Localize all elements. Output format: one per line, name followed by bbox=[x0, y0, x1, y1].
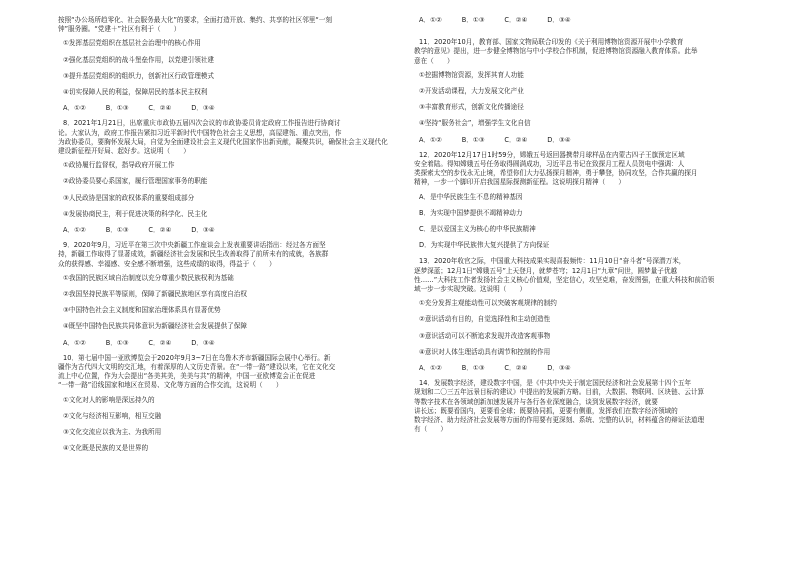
stem-line: 11．2020年10月，教育部、国家文物局联合印发的《关于利用博物馆资源开展中小学教育 bbox=[419, 38, 684, 47]
answer-choices: A．①② B．①③ C．②④ D．③④ bbox=[419, 135, 571, 144]
stem-line: 教学的意见》提出，进一步健全博物馆与中小学校合作机制，促进博物馆资源融入教育体系。此举 bbox=[414, 47, 698, 56]
stem-line: 10．第七届中国一亚欧博览会于2020年9月3~7日在乌鲁木齐市新疆国际会展中心举行。新 bbox=[63, 353, 331, 362]
option-item: ②政协委员要心系国家，履行管理国家事务的职能 bbox=[63, 177, 208, 186]
question-8-stem bbox=[58, 119, 398, 156]
answer-choices: A．①② B．①③ C．②④ D．③④ bbox=[419, 364, 571, 373]
option-item: C．是以爱国主义为核心的中华民族精神 bbox=[419, 225, 536, 234]
question-13-stem bbox=[414, 257, 754, 294]
stem-line: 类探索太空的步伐永无止境，希望你们大力弘扬探月精神，勇于攀登，协同攻坚，合作共赢的探月 bbox=[414, 169, 698, 178]
option-item: ①发挥基层党组织在基层社会治理中的核心作用 bbox=[63, 39, 201, 48]
right-column bbox=[414, 16, 754, 435]
option-item: ④文化既是民族的又是世界的 bbox=[63, 444, 149, 453]
stem-line: 安全着陆。得知嫦娥五号任务取得圆满成功，习近平总书记在致探月工程人员贺电中强调：人 bbox=[414, 160, 685, 169]
question-12-stem bbox=[414, 151, 754, 188]
option-item: ①政协履行监督权，指导政府开展工作 bbox=[63, 161, 175, 170]
stem-line: 8．2021年1月21日，出席重庆市政协五届四次会议的市政协委员肯定政府工作报告进行协商讨 bbox=[63, 119, 341, 128]
stem-line: 论。大家认为，政府工作报告紧扣习近平新时代中国特色社会主义思想，高屋建瓴、重点突出，作 bbox=[58, 128, 342, 137]
stem-line: 有（ ） bbox=[414, 425, 447, 434]
option-item: ③中国特色社会主义制度和国家治理体系具有显著优势 bbox=[63, 306, 221, 315]
left-column bbox=[58, 16, 398, 461]
stem-line: 按照“办公场所趋零化、社会服务最大化”的要求，全面打造开放、集约、共享的社区邻里“一刻 bbox=[58, 16, 332, 24]
stem-line: 9．2020年9月，习近平在第三次中央新疆工作座谈会上发表重要讲话指出：经过各方面坚 bbox=[63, 241, 326, 250]
stem-line: 疆作为古代四大文明的交汇地，有着深厚的人文历史背景。在“一带一路”建设以来，它在文化交 bbox=[58, 363, 336, 372]
stem-line: “一带一路”沿线国家和地区在贸易、文化等方面的合作交流，这说明（ ） bbox=[58, 381, 283, 390]
answer-choices: A．①② B．①③ C．②④ D．③④ bbox=[63, 104, 215, 113]
question-14-stem bbox=[414, 379, 754, 434]
option-item: ③人民政协是国家的政权体系的重要组成部分 bbox=[63, 193, 195, 202]
option-item: ②意识活动有目的，自觉选择性和主动创造性 bbox=[419, 315, 551, 324]
stem-line: 数字经济、助力经济社会发展等方面的作用要有更深刻、系统、完整的认识，材料蕴含的辩证法道理 bbox=[414, 416, 705, 425]
stem-line: 域一步一步实现突破。这说明（ ） bbox=[414, 285, 527, 294]
stem-line: 性……”大科技工作者发扬社会主义核心价值观，坚定信心，攻坚克难，奋发图强，在重大科技和前沿领 bbox=[414, 275, 715, 284]
answer-choices: A．①② B．①③ C．②④ D．③④ bbox=[419, 16, 571, 24]
option-item: ④坚持“服务社会”，增强学生文化自信 bbox=[419, 119, 531, 128]
option-item: D．为实现中华民族伟大复兴提供了方向保证 bbox=[419, 241, 550, 250]
stem-line: 持，新疆工作取得了显著成效，新疆经济社会发展和民生改善取得了前所未有的成就，各族群 bbox=[58, 250, 329, 259]
question-7-stem bbox=[58, 16, 398, 34]
answer-choices: A．①② B．①③ C．②④ D．③④ bbox=[63, 338, 215, 347]
option-item: ④切实保障人民的利益，保障居民的基本民主权利 bbox=[63, 88, 208, 97]
stem-line: 讲长远；既要看国内，更要看全球；既要协同抓，更要有侧重，发挥我们在数字经济领域的 bbox=[414, 406, 678, 415]
option-item: ③意识活动可以不断追求发现并改造客观事物 bbox=[419, 331, 551, 340]
option-item: ④发展协商民主，利于促进决策的科学化、民主化 bbox=[63, 209, 208, 218]
option-item: ②文化与经济相互影响，相互交融 bbox=[63, 411, 162, 420]
stem-line: 逐梦深蓝；12月1日“嫦娥五号”上天登月，就梦苍穹；12月1日“九章”问世，圆梦量子优越 bbox=[414, 266, 678, 275]
stem-line: 12．2020年12月17日1时59分，嫦娥五号返回器携带月球样品在内蒙古四子王旗预定区域 bbox=[419, 150, 685, 159]
stem-line: 众的获得感、幸福感、安全感不断增强，这些成绩的取得，得益于（ ） bbox=[58, 259, 276, 268]
option-item: ③提升基层党组织的组织力，创新社区行政管理模式 bbox=[63, 71, 214, 80]
question-11-stem bbox=[414, 38, 754, 66]
stem-line: 13．2020年收官之际，中国重大科技成果实现喜报频传：11月10日“奋斗者”号深潜万米， bbox=[419, 257, 686, 266]
option-item: ④意识对人体生理活动具有调节和控制的作用 bbox=[419, 347, 551, 356]
option-item: ③丰富教育形式，创新文化传播途径 bbox=[419, 103, 524, 112]
option-item: ②强化基层党组织的战斗堡垒作用，以党建引领社建 bbox=[63, 55, 214, 64]
option-item: ③文化交流应以我为主、为我所用 bbox=[63, 428, 162, 437]
option-item: B．为实现中国梦提供不竭精神动力 bbox=[419, 208, 523, 217]
stem-line: 14．发展数字经济，建设数字中国，是《中共中央关于制定国民经济和社会发展第十四个五年 bbox=[419, 379, 692, 388]
stem-line: 规划和二〇三五年远景目标的建议》中提出的发展新方略。目前，大数据、物联网、区块链、云计算 bbox=[414, 388, 705, 397]
option-item: ①文化对人的影响是深远持久的 bbox=[63, 395, 155, 404]
option-item: ①充分发挥主观能动性可以突破客观规律的制约 bbox=[419, 299, 557, 308]
question-10-stem bbox=[58, 354, 398, 391]
option-item: ②开发活动课程，大力发展文化产业 bbox=[419, 87, 524, 96]
option-item: ②我国坚持民族平等原则，保障了新疆民族地区享有高度自治权 bbox=[63, 290, 247, 299]
stem-line: 精神，一步一个脚印开启我国星际探测新征程。这说明探月精神（ ） bbox=[414, 178, 625, 187]
answer-choices: A．①② B．①③ C．②④ D．③④ bbox=[63, 226, 215, 235]
stem-line: 等数字技术在各领域创新加速发展并与各行各业深度融合，谈到发展数字经济，就要 bbox=[414, 397, 658, 406]
stem-line: 为政协委员，要胸怀发展大局，自觉为全面建设社会主义现代化国家作出新贡献，凝聚共识，确保社会主义现代化 bbox=[58, 137, 388, 146]
question-9-stem bbox=[58, 241, 398, 269]
stem-line: 流上中心位置，作为大会提出“各美其美，美美与共”的精神，中国一亚欧博览会正在促进 bbox=[58, 372, 316, 381]
stem-line: 意在（ ） bbox=[414, 56, 454, 65]
option-item: ①我国的民族区域自治制度以充分尊重少数民族权利为基础 bbox=[63, 273, 234, 282]
option-item: ④既坚中国特色民族共同体意识为新疆经济社会发展提供了保障 bbox=[63, 322, 247, 331]
stem-line: 钟”服务圈。“党建＋”社区有利于（ ） bbox=[58, 25, 181, 34]
stem-line: 建设新征程开好局、起好步。这说明（ ） bbox=[58, 147, 190, 156]
option-item: A．是中华民族生生不息的精神基因 bbox=[419, 192, 523, 201]
option-item: ①挖掘博物馆资源，发挥其育人功能 bbox=[419, 70, 524, 79]
